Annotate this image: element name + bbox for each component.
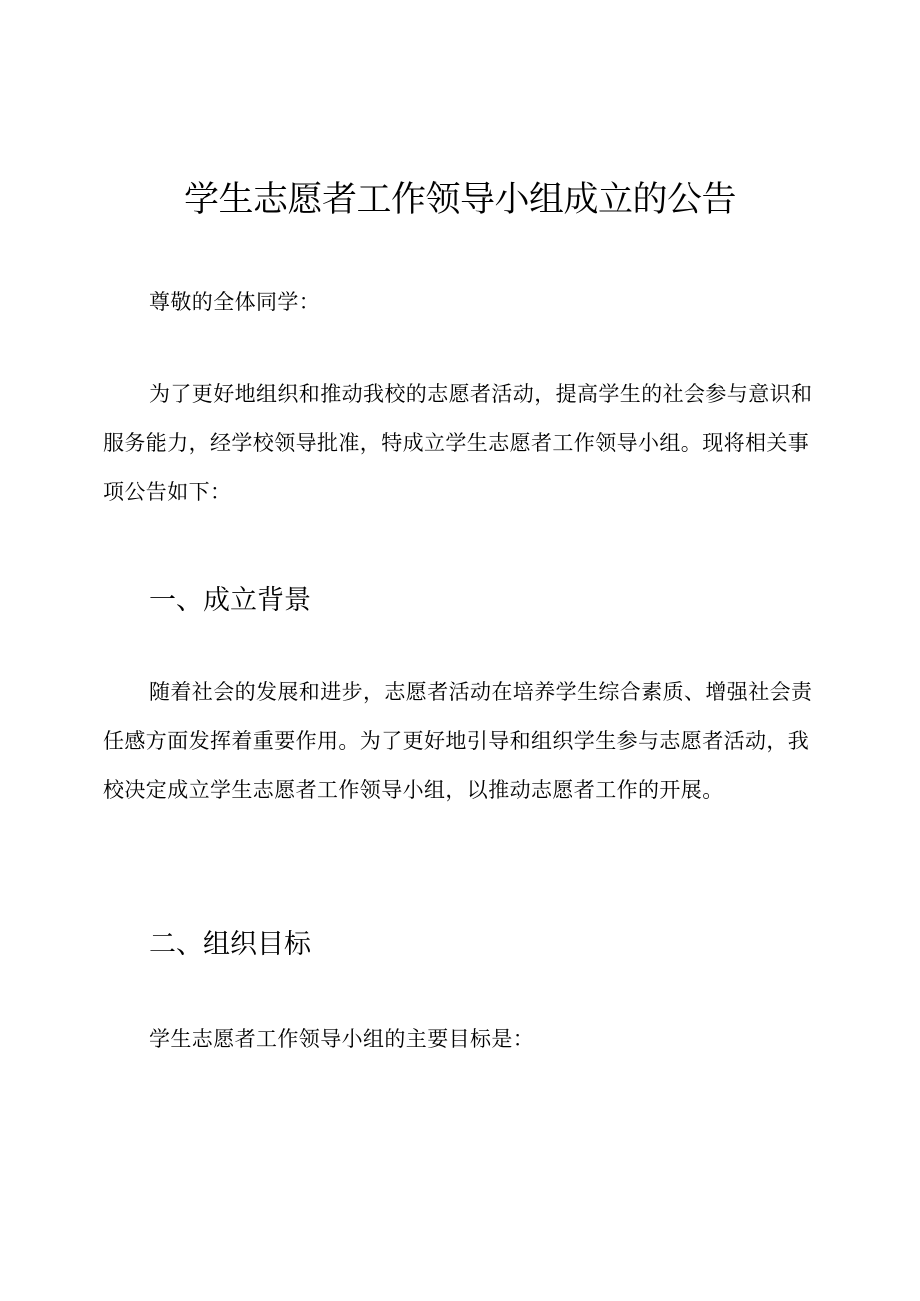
- section-body-goals: 学生志愿者工作领导小组的主要目标是：: [149, 1027, 535, 1051]
- section-heading-background: 一、成立背景: [149, 585, 311, 616]
- intro-paragraph: 为了更好地组织和推动我校的志愿者活动，提高学生的社会参与意识和服务能力，经学校领导批准，特成立学生志愿者工作领导小组。现将相关事项公告如下：: [103, 382, 813, 504]
- section-body-background: 随着社会的发展和进步，志愿者活动在培养学生综合素质、增强社会责任感方面发挥着重要作用。为了更好地引导和组织学生参与志愿者活动，我校决定成立学生志愿者工作领导小组，以推动志愿者工作的开展。: [103, 680, 813, 802]
- page-title: 学生志愿者工作领导小组成立的公告: [183, 180, 736, 220]
- section-heading-goals: 二、组织目标: [149, 929, 311, 960]
- greeting-text: 尊敬的全体同学：: [149, 290, 321, 314]
